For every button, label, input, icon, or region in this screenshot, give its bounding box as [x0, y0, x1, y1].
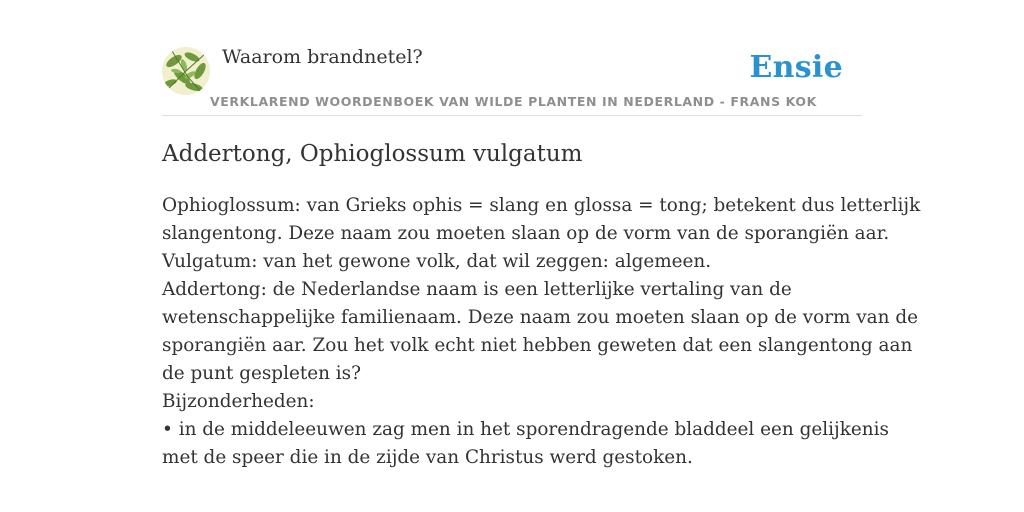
body-line: Ophioglossum: van Grieks ophis = slang en glossa = tong; betekent dus letterlijk	[162, 195, 921, 216]
body-line: • in de middeleeuwen zag men in het sporendragende bladdeel een gelijkenis	[162, 419, 889, 440]
source-subtitle[interactable]: VERKLAREND WOORDENBOEK VAN WILDE PLANTEN IN NEDERLAND - FRANS KOK	[210, 94, 817, 109]
body-line: met de speer die in de zijde van Christus werd gestoken.	[162, 447, 693, 468]
body-line: wetenschappelijke familienaam. Deze naam zou moeten slaan op de vorm van de	[162, 307, 918, 328]
body-line: Bijzonderheden:	[162, 391, 315, 412]
header-title[interactable]: Waarom brandnetel?	[222, 46, 423, 68]
body-line: slangentong. Deze naam zou moeten slaan op de vorm van de sporangiën aar.	[162, 223, 890, 244]
header-divider	[162, 115, 862, 116]
entry-title: Addertong, Ophioglossum vulgatum	[162, 141, 583, 167]
brand-logo[interactable]: Ensie	[749, 50, 843, 85]
entry-body	[162, 192, 921, 472]
plant-leaves-icon	[162, 47, 210, 95]
entry-card	[162, 0, 921, 512]
body-line: sporangiën aar. Zou het volk echt niet hebben geweten dat een slangentong aan	[162, 335, 913, 356]
body-line: Vulgatum: van het gewone volk, dat wil zeggen: algemeen.	[162, 251, 712, 272]
body-line: de punt gespleten is?	[162, 363, 361, 384]
body-line: Addertong: de Nederlandse naam is een letterlijke vertaling van de	[162, 279, 792, 300]
